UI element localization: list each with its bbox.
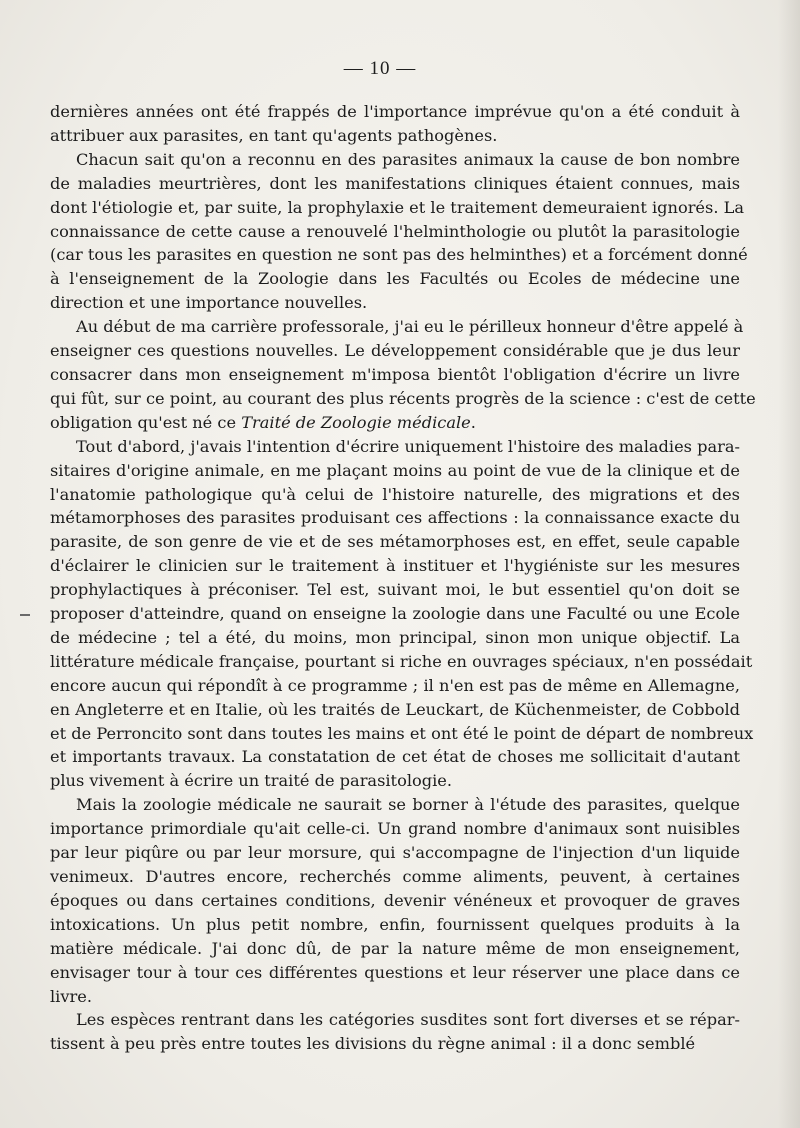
text-line: Mais la zoologie médicale ne saurait se borner à l'étude des parasites, quelque: [76, 795, 740, 815]
text-line: connaissance de cette cause a renouvelé l'helminthologie ou plutôt la parasitologie: [50, 221, 740, 241]
text-line: venimeux. D'autres encore, recherchés comme aliments, peuvent, à certaines: [50, 867, 740, 886]
text-line: dont l'étiologie et, par suite, la prophylaxie et le traitement demeuraient ignorés. La: [50, 197, 745, 217]
page-edge-shadow: [778, 0, 800, 1128]
text-line: d'éclairer le clinicien sur le traitement à instituer et l'hygiéniste sur les mesures: [50, 556, 740, 576]
text-line: de médecine ; tel a été, du moins, mon principal, sinon mon unique objectif. La: [50, 627, 740, 647]
paragraph: [50, 793, 740, 1008]
text-line: Les espèces rentrant dans les catégories susdites sont fort diverses et se répar-: [76, 1010, 740, 1030]
paragraph: [50, 100, 740, 148]
text-line: encore aucun qui répondît à ce programme ; il n'en est pas de même en Allemagne,: [50, 675, 740, 695]
text-line: proposer d'atteindre, quand on enseigne la zoologie dans une Faculté ou une Ecole: [50, 604, 740, 624]
text-line: sitaires d'origine animale, en me plaçant moins au point de vue de la clinique et de: [50, 460, 740, 480]
text-line: et de Perroncito sont dans toutes les mains et ont été le point de départ de nombreux: [50, 723, 754, 743]
text-line: métamorphoses des parasites produisant ces affections : la connaissance exacte du: [50, 508, 740, 528]
paragraph: [50, 435, 754, 794]
text-line: envisager tour à tour ces différentes questions et leur réserver une place dans ce: [50, 962, 740, 982]
text-line: matière médicale. J'ai donc dû, de par la nature même de mon enseignement,: [50, 938, 740, 958]
text-line: livre.: [50, 986, 92, 1006]
text-line: Chacun sait qu'on a reconnu en des parasites animaux la cause de bon nombre: [76, 149, 740, 169]
text-line: littérature médicale française, pourtant si riche en ouvrages spéciaux, n'en possédait: [50, 651, 753, 671]
text-line: et importants travaux. La constatation de cet état de choses me sollicitait d'autant: [50, 747, 740, 767]
text-line: en Angleterre et en Italie, où les traités de Leuckart, de Küchenmeister, de Cobbold: [50, 699, 740, 719]
text-line: l'anatomie pathologique qu'à celui de l'histoire naturelle, des migrations et des: [50, 484, 740, 504]
text-line: tissent à peu près entre toutes les divisions du règne animal : il a donc semblé: [50, 1034, 696, 1054]
text-line: Au début de ma carrière professorale, j'ai eu le périlleux honneur d'être appelé à: [76, 317, 744, 337]
paragraph: [50, 315, 756, 435]
text-line: (car tous les parasites en question ne sont pas des helminthes) et a forcément donné: [50, 245, 748, 265]
text-line: plus vivement à écrire un traité de parasitologie.: [50, 771, 453, 791]
text-line: direction et une importance nouvelles.: [50, 293, 368, 313]
paragraph: [50, 148, 748, 315]
paragraph: [50, 1008, 740, 1056]
text-line: attribuer aux parasites, en tant qu'agents pathogènes.: [50, 125, 498, 145]
text-line: de maladies meurtrières, dont les manifestations cliniques étaient connues, mais: [50, 173, 740, 193]
text-line: Tout d'abord, j'avais l'intention d'écrire uniquement l'histoire des maladies para-: [76, 436, 740, 456]
text-line: dernières années ont été frappés de l'importance imprévue qu'on a été conduit à: [50, 102, 740, 121]
body-text: [50, 100, 756, 1056]
book-title: Traité de Zoologie médicale: [241, 412, 471, 432]
text-line: par leur piqûre ou par leur morsure, qui s'accompagne de l'injection d'un liquide: [50, 843, 740, 863]
text-line: qui fût, sur ce point, au courant des plus récents progrès de la science : c'est de cette: [50, 388, 756, 408]
text-line: à l'enseignement de la Zoologie dans les Facultés ou Ecoles de médecine une: [50, 269, 740, 289]
page-number: — 10 —: [343, 58, 417, 79]
text-line: enseigner ces questions nouvelles. Le développement considérable que je dus leur: [50, 341, 740, 361]
text-line: prophylactiques à préconiser. Tel est, suivant moi, le but essentiel qu'on doit se: [50, 580, 740, 600]
text-line: époques ou dans certaines conditions, devenir vénéneux et provoquer de graves: [50, 890, 740, 910]
text-line: intoxications. Un plus petit nombre, enfin, fournissent quelques produits à la: [50, 914, 740, 934]
text-line: consacrer dans mon enseignement m'imposa bientôt l'obligation d'écrire un livre: [50, 364, 740, 384]
text-line: importance primordiale qu'ait celle-ci. Un grand nombre d'animaux sont nuisibles: [50, 819, 740, 839]
text-line: parasite, de son genre de vie et de ses métamorphoses est, en effet, seule capable: [50, 532, 740, 552]
text-line: obligation qu'est né ce Traité de Zoologie médicale.: [50, 412, 476, 432]
margin-mark: [20, 614, 30, 616]
